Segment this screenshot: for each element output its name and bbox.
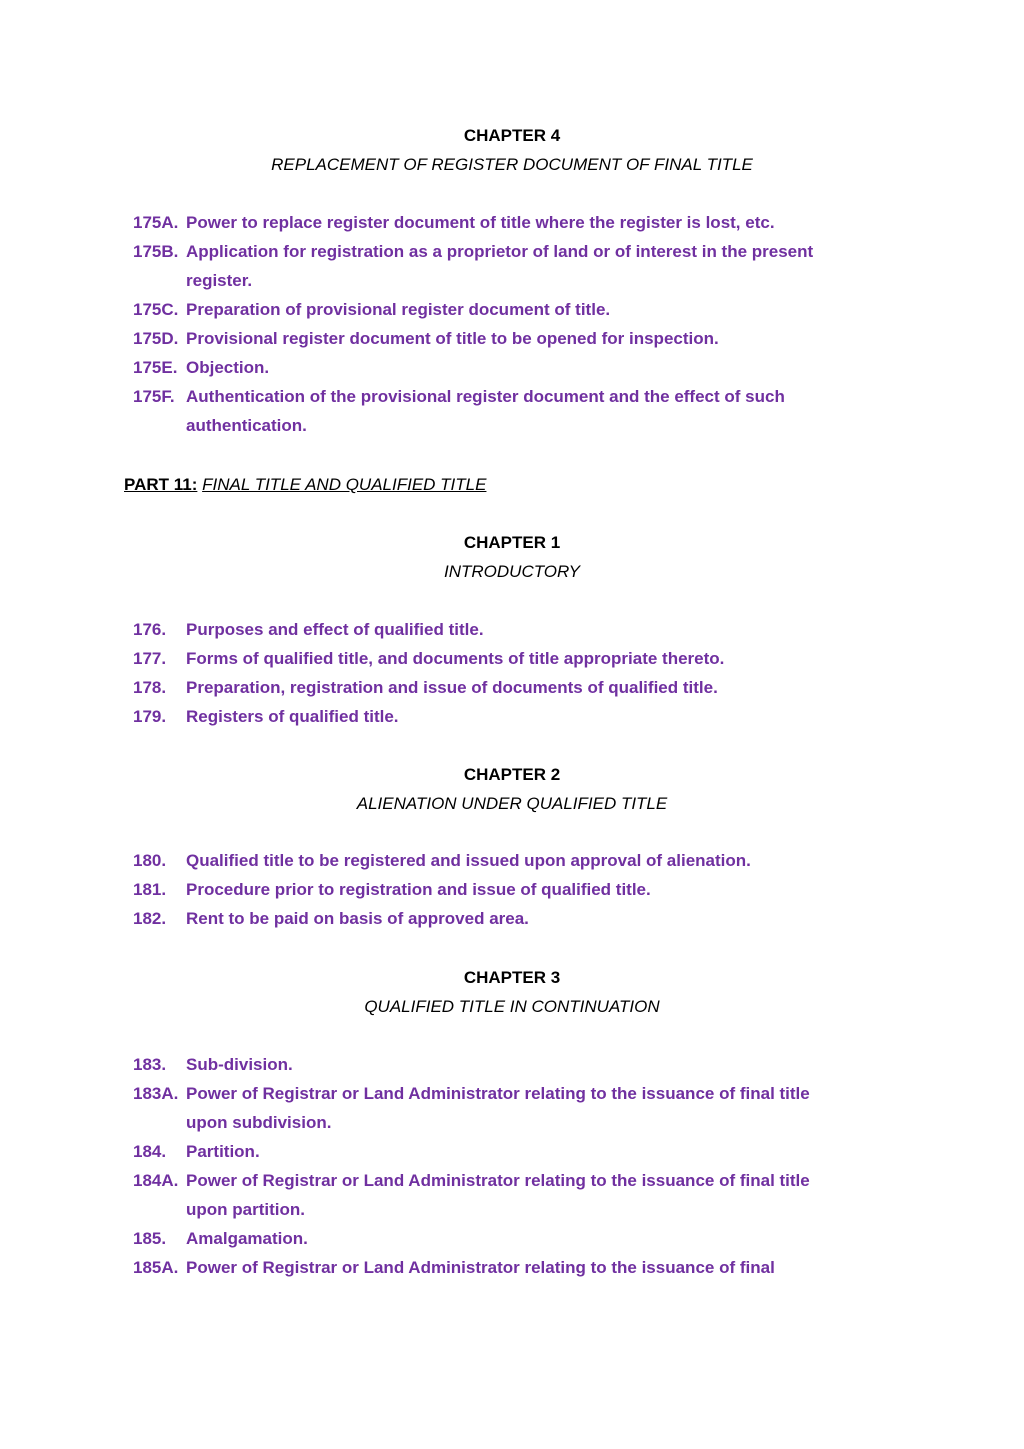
section-title: Purposes and effect of qualified title. [186,620,484,639]
chapter-2-subtitle: ALIENATION UNDER QUALIFIED TITLE [356,794,668,813]
section-number: 175C. [133,300,179,319]
section-number: 180. [133,851,167,870]
section-title: Procedure prior to registration and issue of qualified title. [186,880,651,899]
chapter-3-heading: CHAPTER 3 [463,968,561,987]
part-title: FINAL TITLE AND QUALIFIED TITLE [202,475,487,494]
section-title: Preparation, registration and issue of documents of qualified title. [186,678,718,697]
section-title: Forms of qualified title, and documents of title appropriate thereto. [186,649,725,668]
section-number: 175F. [133,387,175,406]
chapter-1-heading: CHAPTER 1 [463,533,561,552]
chapter-2-heading: CHAPTER 2 [463,765,561,784]
section-number: 181. [133,880,167,899]
section-number: 184A. [133,1171,179,1190]
section-number: 183. [133,1055,167,1074]
section-number: 176. [133,620,167,639]
section-title: Power to replace register document of title where the register is lost, etc. [186,213,775,232]
section-title: Sub-division. [186,1055,293,1074]
section-number: 184. [133,1142,167,1161]
section-title: Rent to be paid on basis of approved area. [186,909,529,928]
section-number: 183A. [133,1084,179,1103]
section-title: Objection. [186,358,270,377]
part-heading [124,474,486,496]
section-number: 175D. [133,329,179,348]
chapter-3-subtitle: QUALIFIED TITLE IN CONTINUATION [364,997,660,1016]
section-title: Preparation of provisional register document of title. [186,300,611,319]
section-number: 175A. [133,213,179,232]
section-title: Power of Registrar or Land Administrator relating to the issuance of final [186,1258,775,1277]
section-title: Power of Registrar or Land Administrator relating to the issuance of final title upon partition. [186,1171,810,1219]
section-number: 177. [133,649,167,668]
chapter-4-heading: CHAPTER 4 [463,126,561,145]
section-title: Provisional register document of title to be opened for inspection. [186,329,719,348]
section-number: 175E. [133,358,178,377]
section-number: 185A. [133,1258,179,1277]
section-title: Amalgamation. [186,1229,308,1248]
section-title: Application for registration as a proprietor of land or of interest in the present register. [186,242,814,290]
section-number: 175B. [133,242,179,261]
section-number: 178. [133,678,167,697]
section-title: Qualified title to be registered and issued upon approval of alienation. [186,851,751,870]
chapter-4-subtitle: REPLACEMENT OF REGISTER DOCUMENT OF FINAL TITLE [271,155,753,174]
section-title: Partition. [186,1142,260,1161]
section-title: Registers of qualified title. [186,707,399,726]
part-label: PART 11: [124,475,198,494]
section-title: Power of Registrar or Land Administrator relating to the issuance of final title upon subdivision. [186,1084,810,1132]
section-number: 182. [133,909,167,928]
section-number: 179. [133,707,167,726]
chapter-1-subtitle: INTRODUCTORY [444,562,580,581]
section-number: 185. [133,1229,167,1248]
section-title: Authentication of the provisional register document and the effect of such authentication. [186,387,785,435]
